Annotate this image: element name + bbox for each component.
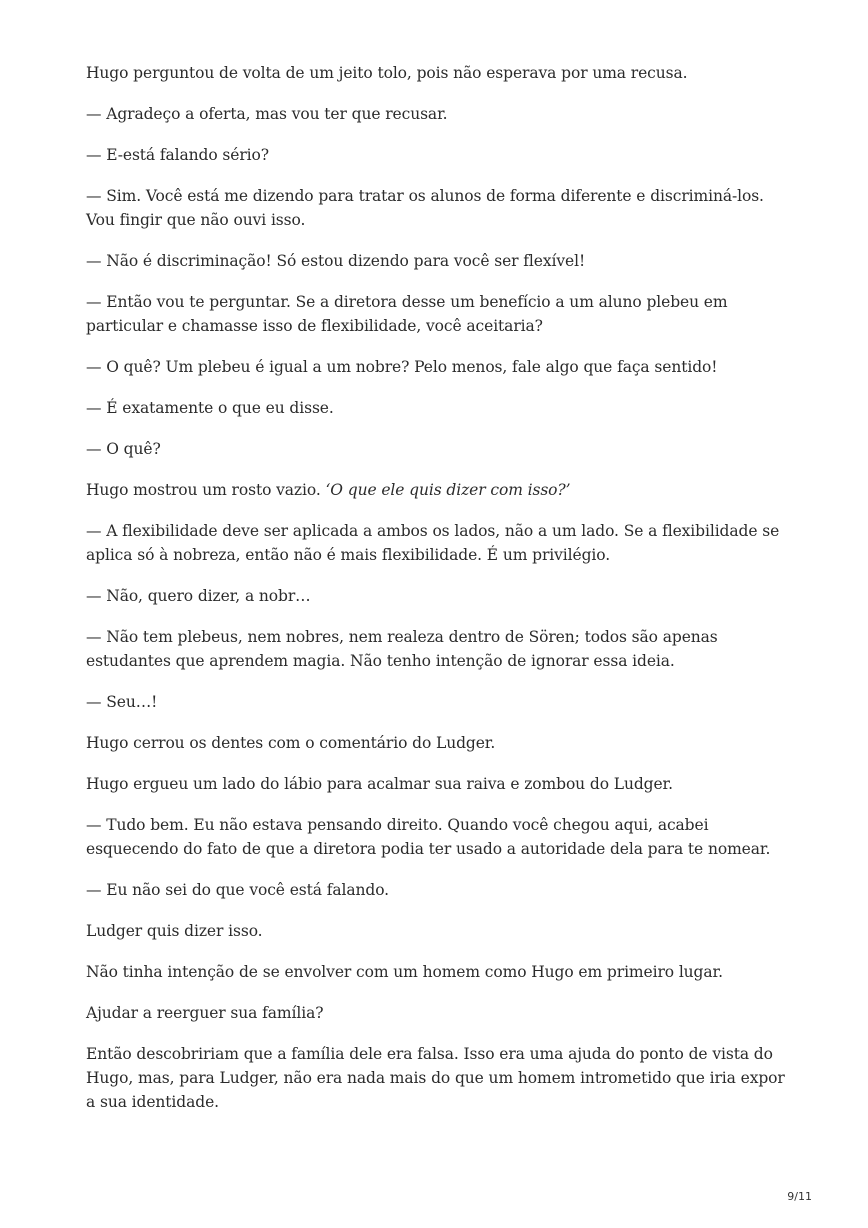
paragraph: — Seu…! (86, 693, 158, 711)
paragraph: Não tinha intenção de se envolver com um homem como Hugo em primeiro lugar. (86, 963, 723, 981)
paragraph: Hugo cerrou os dentes com o comentário do Ludger. (86, 734, 496, 752)
paragraph: Hugo ergueu um lado do lábio para acalmar sua raiva e zombou do Ludger. (86, 775, 673, 793)
paragraph: — E-está falando sério? (86, 146, 269, 164)
paragraph: Hugo perguntou de volta de um jeito tolo, pois não esperava por uma recusa. (86, 64, 688, 82)
paragraph: — Tudo bem. Eu não estava pensando direito. Quando você chegou aqui, acabei esquecendo do fato de que a diretora podia ter usado a autoridade dela para te nomear. (86, 816, 771, 858)
paragraph: — A flexibilidade deve ser aplicada a ambos os lados, não a um lado. Se a flexibilidade se aplica só à nobreza, então não é mais flexibilidade. É um privilégio. (86, 522, 780, 564)
paragraph: — Então vou te perguntar. Se a diretora desse um benefício a um aluno plebeu em particular e chamasse isso de flexibilidade, você aceitaria? (86, 293, 728, 335)
page-body (86, 61, 786, 1131)
paragraph: Então descobririam que a família dele era falsa. Isso era uma ajuda do ponto de vista do Hugo, mas, para Ludger, não era nada mais do que um homem intrometido que iria expor a sua identidade. (86, 1045, 785, 1111)
paragraph: — É exatamente o que eu disse. (86, 399, 334, 417)
paragraph: — Sim. Você está me dizendo para tratar os alunos de forma diferente e discriminá-los. Vou fingir que não ouvi isso. (86, 187, 764, 229)
italic-thought: ‘O que ele quis dizer com isso?’ (325, 481, 571, 499)
paragraph: — Agradeço a oferta, mas vou ter que recusar. (86, 105, 448, 123)
paragraph: Ludger quis dizer isso. (86, 922, 263, 940)
page-number: 9/11 (787, 1190, 812, 1203)
paragraph: — O quê? Um plebeu é igual a um nobre? Pelo menos, fale algo que faça sentido! (86, 358, 718, 376)
paragraph: — Não tem plebeus, nem nobres, nem realeza dentro de Sören; todos são apenas estudantes que aprendem magia. Não tenho intenção de ignorar essa ideia. (86, 628, 718, 670)
paragraph: — Não, quero dizer, a nobr… (86, 587, 311, 605)
paragraph: Ajudar a reerguer sua família? (86, 1004, 324, 1022)
paragraph: — Não é discriminação! Só estou dizendo para você ser flexível! (86, 252, 586, 270)
paragraph-text: Hugo mostrou um rosto vazio. (86, 481, 326, 499)
paragraph: — Eu não sei do que você está falando. (86, 881, 389, 899)
paragraph-with-italic (86, 478, 786, 502)
paragraph: — O quê? (86, 440, 161, 458)
